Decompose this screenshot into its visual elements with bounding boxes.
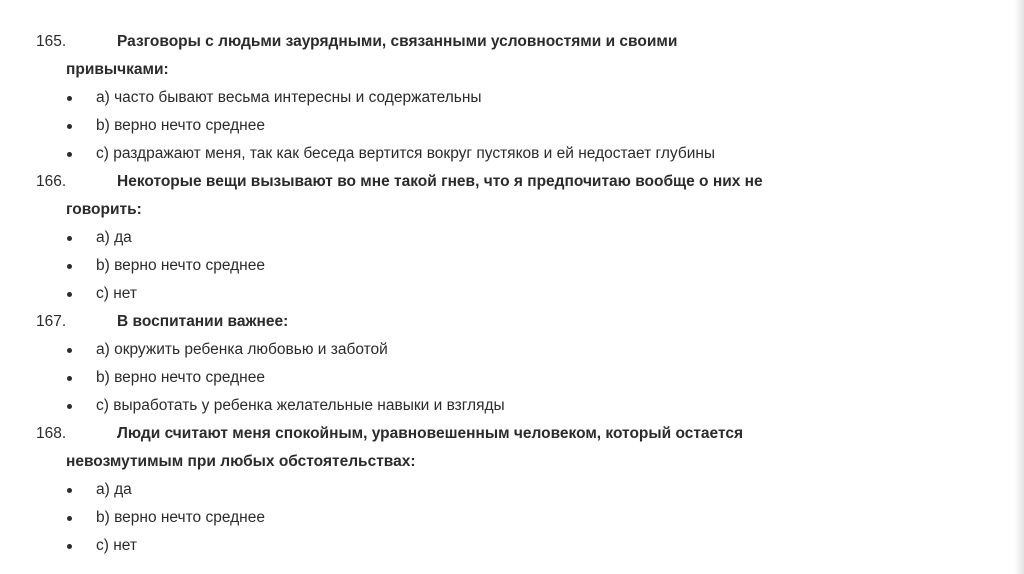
answer-option-text: b) верно нечто среднее bbox=[96, 117, 265, 134]
question-166 bbox=[0, 168, 1010, 308]
answer-option-a bbox=[0, 476, 1010, 504]
question-header bbox=[0, 420, 1010, 448]
answer-option-c bbox=[0, 392, 1010, 420]
bullet-icon bbox=[67, 236, 72, 241]
question-text-continued bbox=[0, 448, 1010, 476]
question-header bbox=[0, 308, 1010, 336]
question-number: 168. bbox=[36, 425, 67, 442]
question-167 bbox=[0, 308, 1010, 420]
question-text: Разговоры с людьми заурядными, связанными условностями и своими bbox=[117, 33, 678, 50]
page-edge-shadow bbox=[1014, 0, 1024, 574]
question-header bbox=[0, 28, 1010, 56]
answer-option-text: a) часто бывают весьма интересны и содержательны bbox=[96, 89, 482, 106]
bullet-icon bbox=[67, 124, 72, 129]
answer-option-text: a) да bbox=[96, 481, 132, 498]
question-list bbox=[0, 28, 1010, 560]
question-text: В воспитании важнее: bbox=[117, 313, 289, 330]
bullet-icon bbox=[67, 404, 72, 409]
bullet-icon bbox=[67, 152, 72, 157]
question-text-line2: невозмутимым при любых обстоятельствах: bbox=[66, 453, 416, 470]
bullet-icon bbox=[67, 544, 72, 549]
question-text-line2: говорить: bbox=[66, 201, 142, 218]
answer-option-text: b) верно нечто среднее bbox=[96, 369, 265, 386]
question-text-continued bbox=[0, 196, 1010, 224]
question-number: 165. bbox=[36, 33, 67, 50]
answer-option-text: b) верно нечто среднее bbox=[96, 509, 265, 526]
answer-option-b bbox=[0, 252, 1010, 280]
answer-option-b bbox=[0, 112, 1010, 140]
question-168 bbox=[0, 420, 1010, 560]
answer-option-c bbox=[0, 532, 1010, 560]
answer-option-text: c) раздражают меня, так как беседа вертится вокруг пустяков и ей недостает глубины bbox=[96, 145, 716, 162]
question-text-line2: привычками: bbox=[66, 61, 169, 78]
answer-option-text: c) нет bbox=[96, 285, 137, 302]
question-165 bbox=[0, 28, 1010, 168]
answer-option-text: b) верно нечто среднее bbox=[96, 257, 265, 274]
bullet-icon bbox=[67, 488, 72, 493]
answer-option-text: c) выработать у ребенка желательные навыки и взгляды bbox=[96, 397, 505, 414]
question-header bbox=[0, 168, 1010, 196]
answer-option-text: a) окружить ребенка любовью и заботой bbox=[96, 341, 388, 358]
bullet-icon bbox=[67, 264, 72, 269]
answer-option-a bbox=[0, 224, 1010, 252]
answer-option-b bbox=[0, 504, 1010, 532]
answer-option-a bbox=[0, 84, 1010, 112]
question-text-continued bbox=[0, 56, 1010, 84]
bullet-icon bbox=[67, 516, 72, 521]
answer-option-text: a) да bbox=[96, 229, 132, 246]
bullet-icon bbox=[67, 348, 72, 353]
answer-option-c bbox=[0, 280, 1010, 308]
question-text: Люди считают меня спокойным, уравновешенным человеком, который остается bbox=[117, 425, 744, 442]
answer-option-c bbox=[0, 140, 1010, 168]
question-text: Некоторые вещи вызывают во мне такой гнев, что я предпочитаю вообще о них не bbox=[117, 173, 763, 190]
question-number: 166. bbox=[36, 173, 67, 190]
answer-option-text: c) нет bbox=[96, 537, 137, 554]
bullet-icon bbox=[67, 292, 72, 297]
bullet-icon bbox=[67, 96, 72, 101]
answer-option-a bbox=[0, 336, 1010, 364]
question-number: 167. bbox=[36, 313, 67, 330]
answer-option-b bbox=[0, 364, 1010, 392]
bullet-icon bbox=[67, 376, 72, 381]
